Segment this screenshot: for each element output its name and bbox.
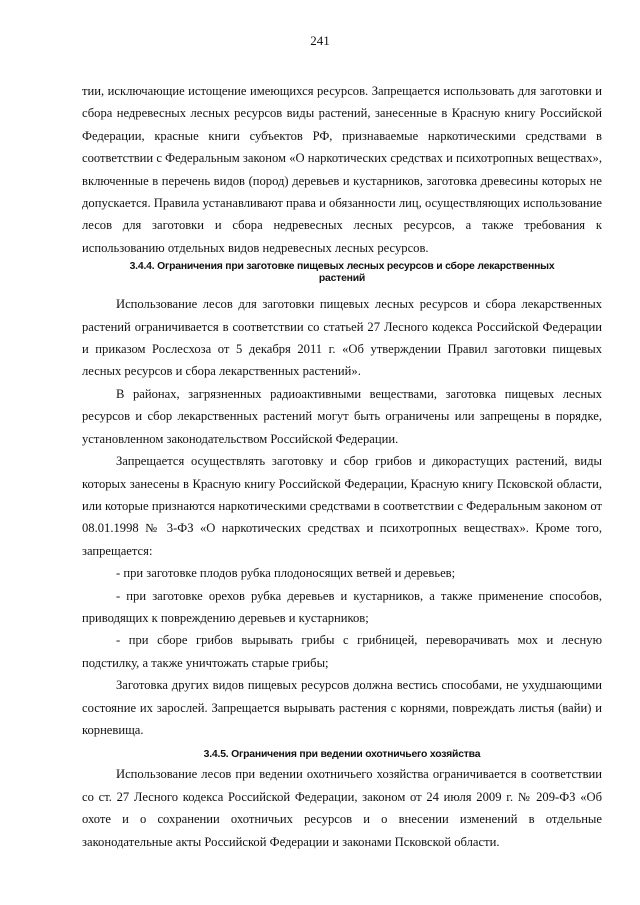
- paragraph: тии, исключающие истощение имеющихся ресурсов. Запрещается использовать для заготовки и сбора недревесных лесных ресурсов виды растений, занесенные в Красную книгу Российской Федерации, красные книги субъектов РФ, признаваемые наркотическими средствами в соответствии с Федеральным законом «О наркотических средствах и психотропных веществах», включенные в перечень видов (пород) деревьев и кустарников, заготовка древесины которых не допускается. Правила устанавливают права и обязанности лиц, осуществляющих использование лесов для заготовки и сбора недревесных лесных ресурсов, а также требования к использованию отдельных видов недревесных лесных ресурсов.: [82, 84, 602, 255]
- list-item: - при заготовке орехов рубка деревьев и кустарников, а также применение способов, приводящих к повреждению деревьев и кустарников;: [82, 588, 602, 625]
- page-body: [82, 80, 602, 853]
- list-item: - при заготовке плодов рубка плодоносящих ветвей и деревьев;: [116, 566, 456, 581]
- section-heading: 3.4.5. Ограничения при ведении охотничьего хозяйства: [203, 749, 481, 761]
- paragraph: Использование лесов для заготовки пищевых лесных ресурсов и сбора лекарственных растений ограничивается в соответствии со статьей 27 Лесного кодекса Российской Федерации и приказом Рослесхоза от 5 декабря 2011 г. «Об утверждении Правил заготовки пищевых лесных ресурсов и сбора лекарственных растений».: [82, 297, 602, 379]
- list-item: - при сборе грибов вырывать грибы с грибницей, переворачивать мох и лесную подстилку, а также уничтожать старые грибы;: [82, 633, 602, 670]
- paragraph: В районах, загрязненных радиоактивными веществами, заготовка пищевых лесных ресурсов и сбор лекарственных растений могут быть ограничены или запрещены в порядке, установленном законодательством Российской Федерации.: [82, 386, 602, 446]
- section-heading: 3.4.4. Ограничения при заготовке пищевых лесных ресурсов и сборе лекарственных растений: [129, 261, 555, 285]
- page-number: 241: [310, 33, 330, 48]
- paragraph: Заготовка других видов пищевых ресурсов должна вестись способами, не ухудшающими состояние их зарослей. Запрещается вырывать растения с корнями, повреждать листья (вайи) и корневища.: [82, 678, 602, 737]
- paragraph: Использование лесов при ведении охотничьего хозяйства ограничивается в соответствии со ст. 27 Лесного кодекса Российской Федерации, законом от 24 июля 2009 г. № 209-ФЗ «Об охоте и о сохранении охотничьих ресурсов и о внесении изменений в отдельные законодательные акты Российской Федерации и законами Псковской области.: [82, 767, 602, 849]
- paragraph: Запрещается осуществлять заготовку и сбор грибов и дикорастущих растений, виды которых занесены в Красную книгу Российской Федерации, Красную книгу Псковской области, или которые признаются наркотическими средствами в соответствии с Федеральным законом от 08.01.1998 № 3-ФЗ «О наркотических средствах и психотропных веществах». Кроме того, запрещается:: [82, 454, 602, 558]
